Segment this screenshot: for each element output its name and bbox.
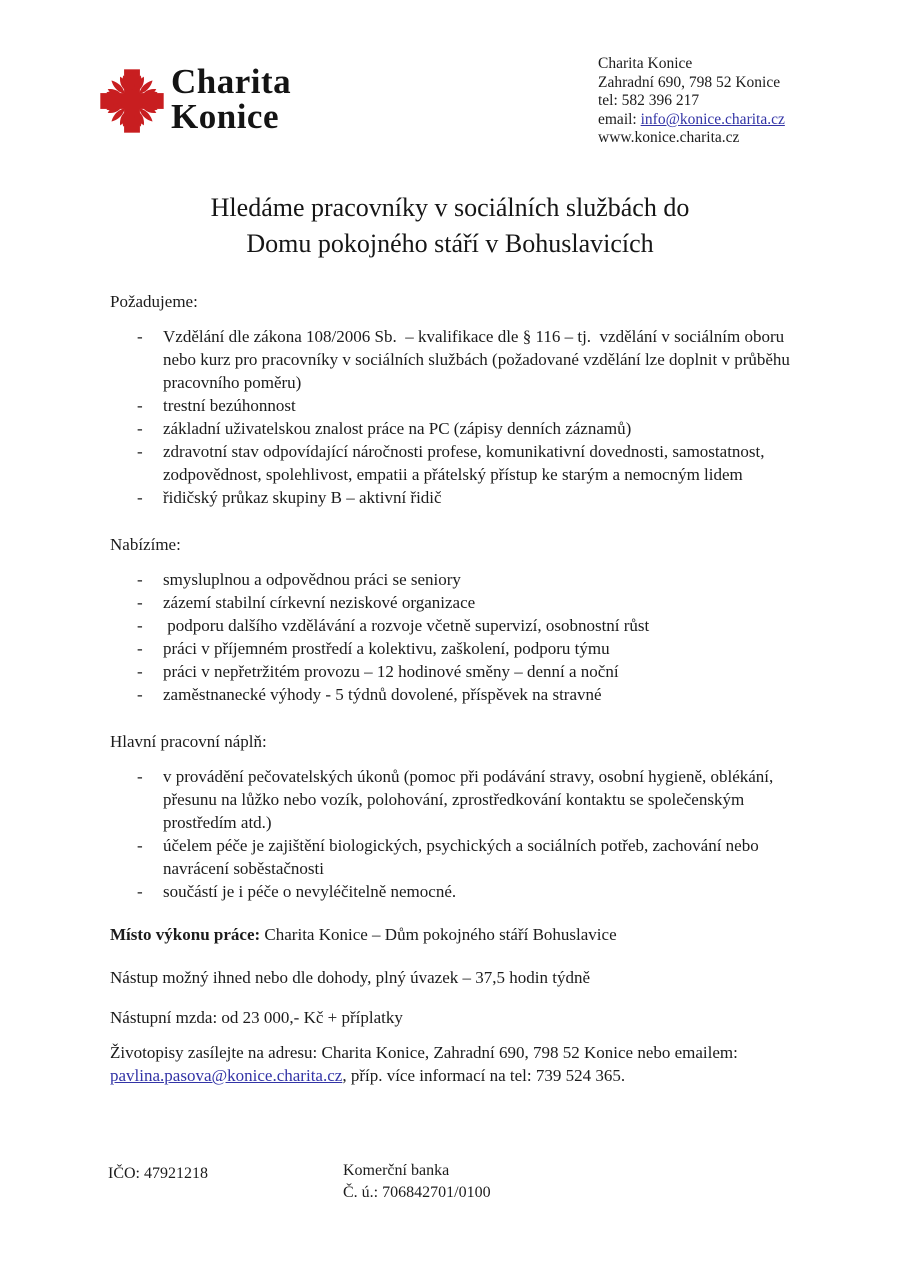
list-item-text: řidičský průkaz skupiny B – aktivní řidič xyxy=(163,488,442,507)
brand-block xyxy=(99,64,291,134)
bullet-dash: - xyxy=(137,662,143,681)
contact-address: Zahradní 690, 798 52 Konice xyxy=(598,73,781,91)
bullet-dash: - xyxy=(137,327,143,346)
list-item xyxy=(137,683,795,706)
section-hlavni-napln xyxy=(110,730,795,903)
page-title-line2: Domu pokojného stáří v Bohuslavicích xyxy=(246,229,654,258)
list-item xyxy=(137,765,795,834)
contact-block xyxy=(598,55,785,148)
page-title xyxy=(0,190,900,262)
contact-phone: tel: 582 396 217 xyxy=(598,92,700,110)
bank-block xyxy=(343,1160,491,1204)
list-item-text: Vzdělání dle zákona 108/2006 Sb. – kvalifikace dle § 116 – tj. vzdělání v sociálním oboru nebo kurz pro pracovníky v sociálních službách (požadované vzdělání lze doplnit v průběhu pracovního poměru) xyxy=(163,327,795,392)
bullet-list xyxy=(110,765,795,903)
bullet-dash: - xyxy=(137,616,143,635)
list-item xyxy=(137,325,795,394)
bullet-dash: - xyxy=(137,882,143,901)
list-item-text: základní uživatelskou znalost práce na PC (zápisy denních záznamů) xyxy=(163,419,632,438)
list-item-text: trestní bezúhonnost xyxy=(163,396,296,415)
section-nabizime xyxy=(110,533,795,706)
section-heading: Nabízíme: xyxy=(110,535,181,554)
brand-line-1: Charita xyxy=(171,62,292,101)
list-item xyxy=(137,440,795,486)
list-item-text: podporu dalšího vzdělávání a rozvoje včetně supervizí, osobnostní růst xyxy=(163,616,650,635)
bullet-list xyxy=(110,568,795,706)
apply-text-before: Životopisy zasílejte na adresu: Charita Konice, Zahradní 690, 798 52 Konice nebo emailem: xyxy=(110,1043,743,1062)
ico-number: IČO: 47921218 xyxy=(108,1165,208,1182)
list-item-text: součástí je i péče o nevyléčitelně nemocné. xyxy=(163,882,457,901)
section-pozadujeme xyxy=(110,290,795,509)
brand-line-2: Konice xyxy=(171,97,279,136)
apply-paragraph xyxy=(110,1041,795,1087)
list-item-text: zdravotní stav odpovídající náročnosti profese, komunikativní dovednosti, samostatnost, zodpovědnost, spolehlivost, empatii a přátelský přístup ke starým a nemocným lidem xyxy=(163,442,769,484)
apply-text-after: , příp. více informací na tel: 739 524 365. xyxy=(342,1066,626,1085)
section-heading: Hlavní pracovní náplň: xyxy=(110,732,267,751)
contact-email-label: email: xyxy=(598,110,641,128)
contact-email-line xyxy=(598,111,785,130)
list-item xyxy=(137,486,795,509)
bullet-dash: - xyxy=(137,836,143,855)
salary-line: Nástupní mzda: od 23 000,- Kč + příplatky xyxy=(110,1008,403,1027)
start-date-line: Nástup možný ihned nebo dle dohody, plný úvazek – 37,5 hodin týdně xyxy=(110,968,591,987)
bullet-dash: - xyxy=(137,442,143,461)
list-item xyxy=(137,660,795,683)
list-item xyxy=(137,591,795,614)
apply-email-link[interactable]: pavlina.pasova@konice.charita.cz xyxy=(110,1066,343,1085)
list-item xyxy=(137,568,795,591)
list-item xyxy=(137,417,795,440)
bullet-dash: - xyxy=(137,639,143,658)
list-item-text: účelem péče je zajištění biologických, psychických a sociálních potřeb, zachování nebo navrácení soběstačnosti xyxy=(163,836,763,878)
brand-wordmark xyxy=(171,64,291,134)
bullet-dash: - xyxy=(137,767,143,786)
bank-name: Komerční banka xyxy=(343,1162,450,1179)
list-item-text: práci v příjemném prostředí a kolektivu, zaškolení, podporu týmu xyxy=(163,639,610,658)
bullet-dash: - xyxy=(137,488,143,507)
list-item xyxy=(137,834,795,880)
list-item-text: zaměstnanecké výhody - 5 týdnů dovolené, příspěvek na stravné xyxy=(163,685,602,704)
contact-email-link[interactable]: info@konice.charita.cz xyxy=(640,110,785,128)
document-body xyxy=(110,290,795,1087)
work-place-line xyxy=(110,923,795,946)
page-title-line1: Hledáme pracovníky v sociálních službách do xyxy=(210,193,690,222)
contact-website: www.konice.charita.cz xyxy=(598,129,740,147)
bullet-dash: - xyxy=(137,685,143,704)
bullet-dash: - xyxy=(137,419,143,438)
contact-name: Charita Konice xyxy=(598,55,693,72)
list-item xyxy=(137,637,795,660)
work-place-label: Místo výkonu práce: xyxy=(110,925,261,944)
list-item-text: smysluplnou a odpovědnou práci se seniory xyxy=(163,570,461,589)
list-item-text: v provádění pečovatelských úkonů (pomoc při podávání stravy, osobní hygieně, oblékání, přesunu na lůžko nebo vozík, polohování, zprostředkování kontaktu se společenským prostředím atd.) xyxy=(163,767,778,832)
list-item xyxy=(137,880,795,903)
work-place-value: Charita Konice – Dům pokojného stáří Bohuslavice xyxy=(260,925,617,944)
bullet-dash: - xyxy=(137,593,143,612)
list-item xyxy=(137,394,795,417)
section-heading: Požadujeme: xyxy=(110,292,198,311)
bullet-dash: - xyxy=(137,396,143,415)
list-item xyxy=(137,614,795,637)
caritas-logo-icon xyxy=(99,68,165,134)
list-item-text: práci v nepřetržitém provozu – 12 hodinové směny – denní a noční xyxy=(163,662,619,681)
list-item-text: zázemí stabilní církevní neziskové organizace xyxy=(163,593,476,612)
bullet-dash: - xyxy=(137,570,143,589)
bank-account: Č. ú.: 706842701/0100 xyxy=(343,1184,491,1201)
bullet-list xyxy=(110,325,795,509)
